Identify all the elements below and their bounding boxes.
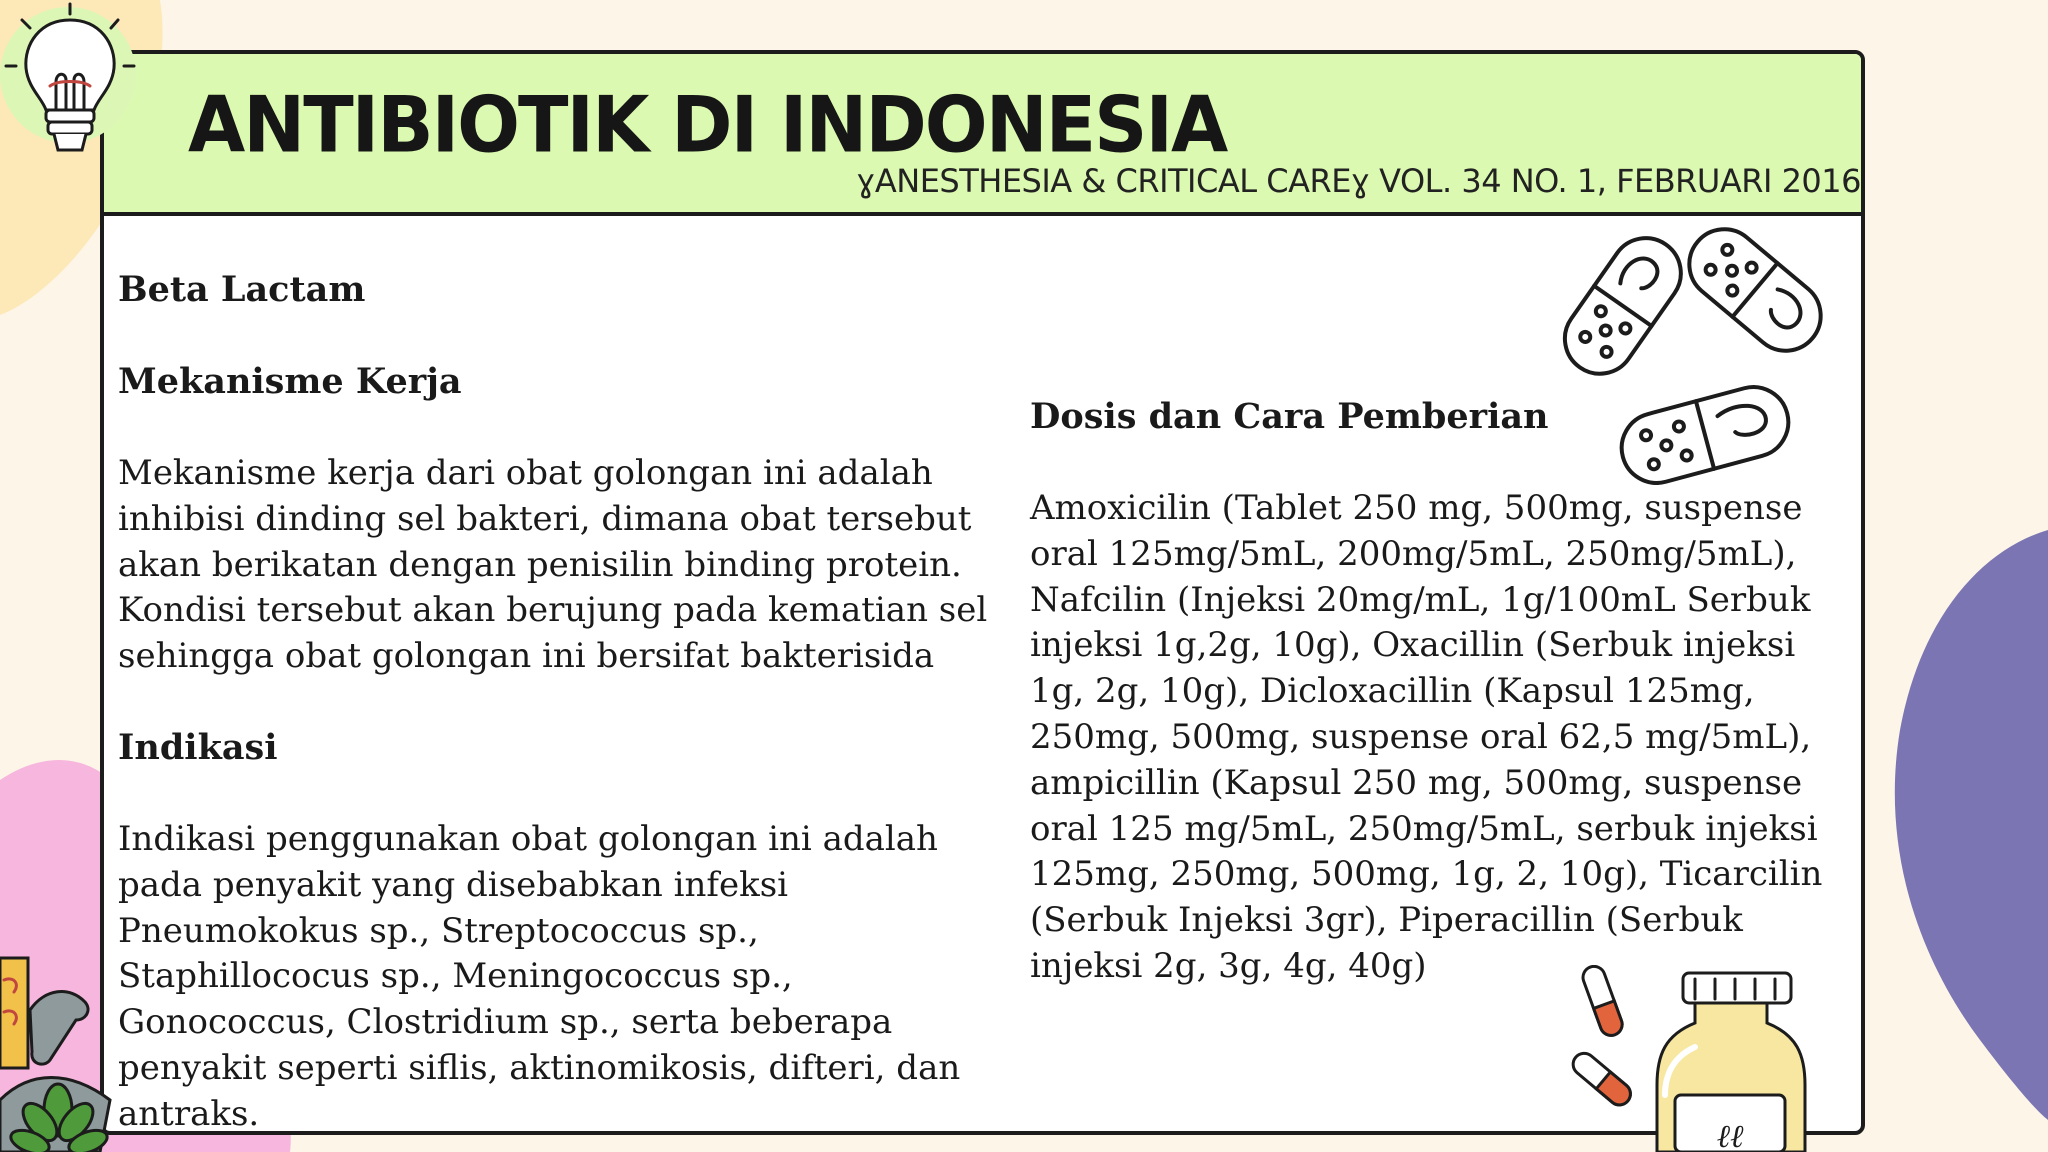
- mechanism-text: Mekanisme kerja dari obat golongan ini adalah inhibisi dinding sel bakteri, dimana obat tersebut akan berikatan dengan penisilin binding protein. Kondisi tersebut akan berujung pada kematian sel sehingga obat golongan ini bersifat bakterisida: [118, 453, 988, 677]
- dosage-text: Amoxicilin (Tablet 250 mg, 500mg, suspense oral 125mg/5mL, 200mg/5mL, 250mg/5mL), Nafcilin (Injeksi 20mg/mL, 1g/100mL Serbuk injeksi 1g,2g, 10g), Oxacillin (Serbuk injeksi 1g, 2g, 10g), Dicloxacillin (Kapsul 125mg, 250mg, 500mg, suspense oral 62,5 mg/5mL), ampicillin (Kapsul 250 mg, 500mg, suspense oral 125 mg/5mL, 250mg/5mL, serbuk injeksi 125mg, 250mg, 500mg, 1g, 2, 10g), Ticarcilin (Serbuk Injeksi 3gr), Piperacillin (Serbuk injeksi 2g, 3g, 4g, 40g): [1030, 488, 1823, 986]
- source-citation: ɣANESTHESIA & CRITICAL CAREɣ VOL. 34 NO. 1, FEBRUARI 2016: [856, 162, 1861, 200]
- medicine-bottle-icon: [1555, 965, 1815, 1152]
- left-column: [118, 267, 998, 1135]
- page-title: ANTIBIOTIK DI INDONESIA: [188, 79, 1227, 171]
- mortar-pestle-icon: [0, 950, 130, 1152]
- mechanism-heading: Mekanisme Kerja: [118, 361, 462, 402]
- indication-text: Indikasi penggunakan obat golongan ini adalah pada penyakit yang disebabkan infeksi Pneumokokus sp., Streptococcus sp., Staphillococus sp., Meningococcus sp., Gonococcus, Clostridium sp., serta beberapa penyakit seperti siflis, aktinomikosis, difteri, dan antraks.: [118, 818, 961, 1134]
- capsules-icon: [1550, 215, 1850, 485]
- indication-heading: Indikasi: [118, 726, 278, 768]
- section-title: Beta Lactam: [118, 269, 366, 310]
- purple-blob: [1860, 530, 2048, 1152]
- bottle-label: ℓℓ: [1716, 1117, 1744, 1152]
- dosage-heading: Dosis dan Cara Pemberian: [1030, 396, 1549, 437]
- lightbulb-icon: [0, 0, 150, 175]
- title-banner: [104, 54, 1861, 216]
